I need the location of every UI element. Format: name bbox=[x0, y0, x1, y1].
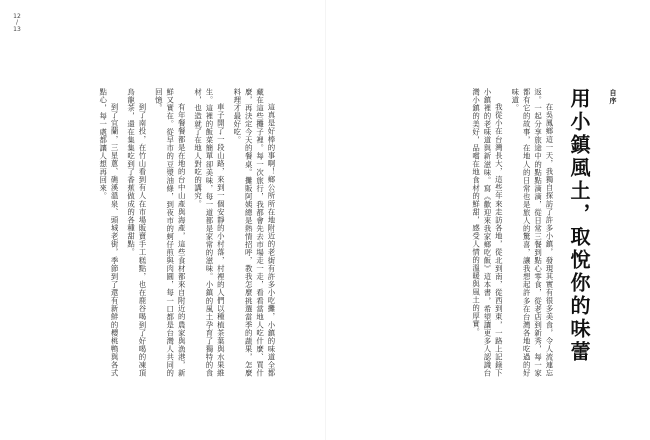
right-page-body bbox=[343, 88, 555, 377]
paragraph: 到了南投，在竹山看到有人在市場販賣手工糕點，也在鹿谷喝到了好喝的凍頂烏龍茶，還在集集吃到了香蕉做成的各種甜點。 bbox=[126, 88, 147, 377]
page-fold bbox=[325, 0, 326, 440]
page-title: 用小鎮風土，取悅你的味蕾 bbox=[567, 88, 591, 364]
page-number bbox=[10, 13, 24, 33]
page-number-separator: / bbox=[15, 19, 19, 26]
section-label: 自序 bbox=[609, 89, 617, 105]
left-page-number: 12 bbox=[13, 13, 21, 20]
right-page-number: 13 bbox=[13, 26, 21, 33]
paragraph: 有年餐餐都是在地的台中山產與海產，這些食材都來自附近的農家與漁港，新鮮又實在。從早市的豆漿油條，到夜市的蚵仔煎與肉圓，每一口都是台灣人共同的回憶。 bbox=[154, 88, 187, 377]
paragraph: 車子開了一段山路，來到一個安靜的小村落，村裡的人們以種植茶葉與水果維生。這裡的飯菜簡單卻美味，每一道都是家常的滋味。小鎮的風土孕育了獨特的食材，也造就了在地人對吃的講究。 bbox=[193, 88, 226, 377]
paragraph: 到了宜蘭，三星蔥、礁溪溫泉、頭城老街，季節到了還有新鮮的櫻桃鴨與各式點心，每一處都讓人想再回來。 bbox=[98, 88, 120, 377]
paragraph: 我從小在台灣長大，這些年來走訪各地，從北到南，從西到東，一路上記錄下小鎮裡的老味道與新滋味。寫《歡迎來我家鄉吃飯》這本書，希望讓更多人認識台灣小鎮的美好，品嚐在地食材的鮮甜，感受人情的溫暖與風土的厚實。 bbox=[471, 88, 504, 377]
left-page-body bbox=[34, 88, 277, 377]
paragraph: 這真是好棒的事啊！鄉公所所在地附近的老街有許多小吃攤，小鎮的味道全都藏在這些攤子裡。每一次旅行，我都會先去市場走一走，看看當地人吃什麼、買什麼，再決定今天的餐桌。攤販阿姨總是熱情招呼，教我怎麼挑選當季的蔬果，怎麼料理才最好吃。 bbox=[232, 88, 276, 377]
paragraph: 在吳鳳鄉這一天，我獨自探訪了許多小鎮，發現其實有很多美食，令人流連忘返。一起分享旅途中的點點滴滴，從日常三餐到點心零食，從老店到新秀，每一家都有它的故事，在地人的日常也是旅人的驚喜，讓我想起許多在台灣各地吃過的好味道。 bbox=[510, 88, 554, 377]
